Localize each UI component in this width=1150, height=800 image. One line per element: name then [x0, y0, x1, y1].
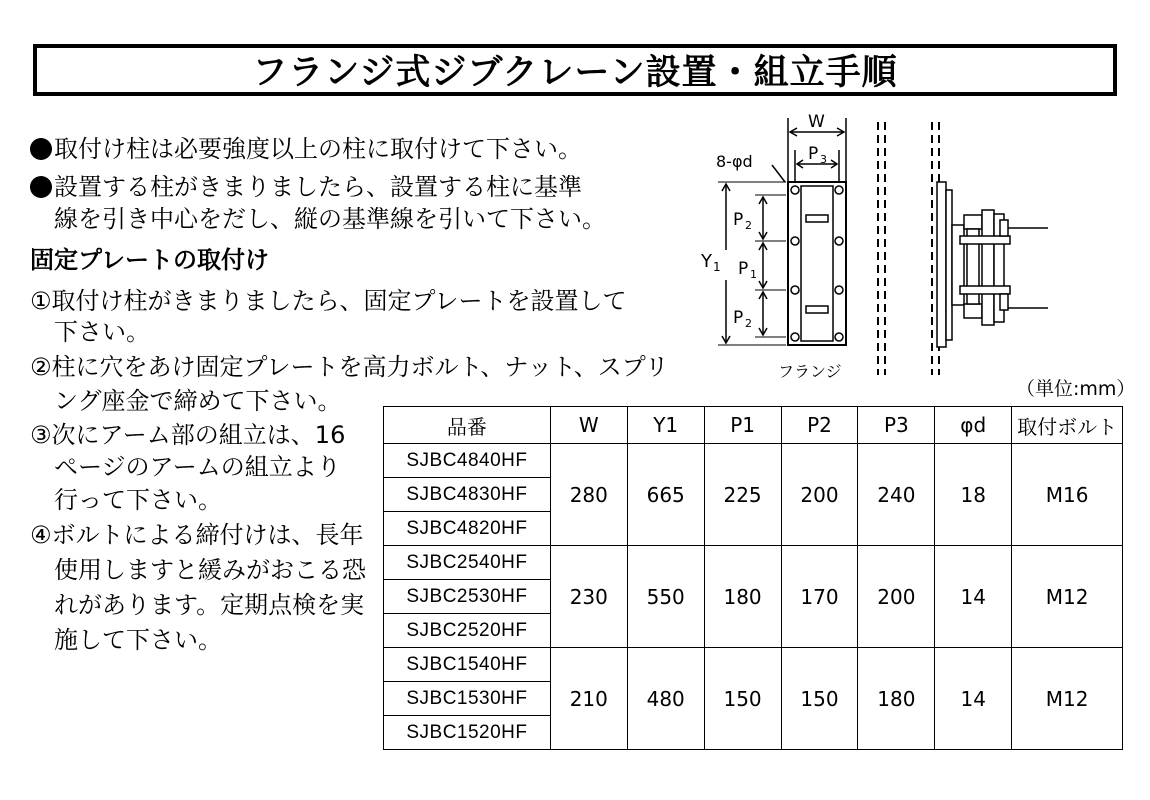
label-p3: P	[808, 144, 819, 164]
table-row	[384, 648, 1123, 682]
label-p2-top: P	[733, 210, 744, 230]
p2-cell: 200	[781, 444, 858, 546]
step-4: ④ボルトによる締付けは、長年	[30, 521, 364, 549]
bolt-cell: M12	[1012, 546, 1123, 648]
header-p3: P3	[858, 407, 935, 444]
y1-cell: 480	[627, 648, 704, 750]
step-4-cont2: れがあります。定期点検を実	[54, 591, 365, 619]
w-cell: 210	[550, 648, 627, 750]
model-cell: SJBC1520HF	[384, 716, 551, 750]
table-header-row	[384, 407, 1123, 444]
w-cell: 280	[550, 444, 627, 546]
p1-cell: 150	[704, 648, 781, 750]
unit-note: （単位:mm）	[1016, 378, 1136, 400]
label-w: W	[808, 112, 825, 132]
p3-cell: 180	[858, 648, 935, 750]
section-heading: 固定プレートの取付け	[30, 246, 270, 274]
bolt-cell: M12	[1012, 648, 1123, 750]
phid-cell: 14	[935, 648, 1012, 750]
label-p1-sub: 1	[750, 268, 757, 281]
label-p2-bottom: P	[733, 308, 744, 328]
label-p2-bottom-sub: 2	[745, 317, 752, 330]
p1-cell: 225	[704, 444, 781, 546]
phid-cell: 14	[935, 546, 1012, 648]
step-4-cont1: 使用しますと緩みがおこる恐	[54, 556, 366, 584]
step-3: ③次にアーム部の組立は、16	[30, 421, 346, 449]
step-2-cont: ング座金で締めて下さい。	[54, 387, 342, 415]
p3-cell: 240	[858, 444, 935, 546]
model-cell: SJBC2540HF	[384, 546, 551, 580]
label-y1: Y	[701, 251, 712, 272]
step-4-cont3: 施して下さい。	[54, 626, 222, 654]
label-flange: フランジ	[778, 362, 842, 381]
bolt-cell: M16	[1012, 444, 1123, 546]
spec-table	[383, 406, 1123, 750]
model-cell: SJBC4820HF	[384, 512, 551, 546]
header-bolt: 取付ボルト	[1012, 407, 1123, 444]
label-p2-top-sub: 2	[745, 219, 752, 232]
label-p1: P	[738, 259, 749, 279]
y1-cell: 665	[627, 444, 704, 546]
model-cell: SJBC4840HF	[384, 444, 551, 478]
header-model: 品番	[384, 407, 551, 444]
header-phid: φd	[935, 407, 1012, 444]
p1-cell: 180	[704, 546, 781, 648]
step-1-cont: 下さい。	[54, 318, 150, 346]
table-row	[384, 546, 1123, 580]
note-2: 設置する柱がきまりましたら、設置する柱に基準	[30, 172, 582, 202]
table-row	[384, 444, 1123, 478]
model-cell: SJBC2530HF	[384, 580, 551, 614]
header-w: W	[550, 407, 627, 444]
note-2-cont: 線を引き中心をだし、縦の基準線を引いて下さい。	[54, 205, 606, 233]
page-title: フランジ式ジブクレーン設置・組立手順	[252, 53, 898, 93]
note-1: 取付け柱は必要強度以上の柱に取付けて下さい。	[30, 134, 582, 164]
model-cell: SJBC1540HF	[384, 648, 551, 682]
label-p3-sub: 3	[820, 153, 827, 166]
model-cell: SJBC2520HF	[384, 614, 551, 648]
header-p1: P1	[704, 407, 781, 444]
step-1: ①取付け柱がきまりましたら、固定プレートを設置して	[30, 287, 627, 315]
phid-cell: 18	[935, 444, 1012, 546]
label-y1-sub: 1	[713, 260, 721, 274]
step-3-cont1: ページのアームの組立より	[54, 453, 341, 481]
step-3-cont2: 行って下さい。	[54, 486, 222, 514]
model-cell: SJBC4830HF	[384, 478, 551, 512]
p2-cell: 150	[781, 648, 858, 750]
header-y1: Y1	[627, 407, 704, 444]
label-holes: 8-φd	[716, 152, 753, 171]
step-2: ②柱に穴をあけ固定プレートを高力ボルト、ナット、スプリ	[30, 353, 669, 381]
p3-cell: 200	[858, 546, 935, 648]
y1-cell: 550	[627, 546, 704, 648]
p2-cell: 170	[781, 546, 858, 648]
w-cell: 230	[550, 546, 627, 648]
header-p2: P2	[781, 407, 858, 444]
model-cell: SJBC1530HF	[384, 682, 551, 716]
